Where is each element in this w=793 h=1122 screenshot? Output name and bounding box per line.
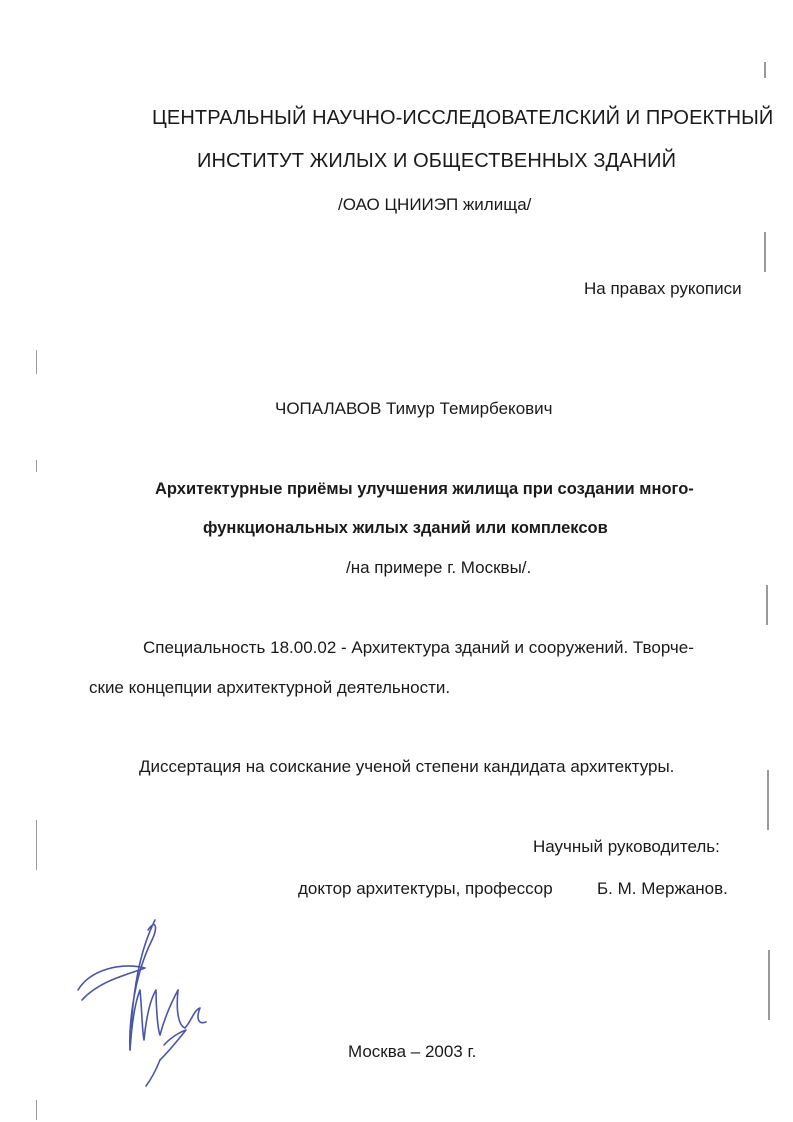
scan-edge-mark	[36, 1100, 37, 1120]
supervisor-label: Научный руководитель:	[533, 837, 720, 856]
supervisor-name: Б. М. Мержанов.	[597, 879, 728, 898]
thesis-title-line-2: функциональных жилых зданий или комплексов	[203, 519, 608, 537]
scan-edge-mark	[768, 950, 770, 1020]
dissertation-statement: Диссертация на соискание ученой степени кандидата архитектуры.	[139, 757, 675, 776]
scan-edge-mark	[767, 770, 769, 830]
city-year: Москва – 2003 г.	[348, 1042, 477, 1061]
specialty-line-2: ские концепции архитектурной деятельности.	[89, 678, 451, 697]
manuscript-note: На правах рукописи	[584, 279, 742, 298]
thesis-subtitle: /на примере г. Москвы/.	[346, 558, 532, 577]
thesis-title-line-1: Архитектурные приёмы улучшения жилища при создании много-	[155, 480, 694, 498]
author-name: ЧОПАЛАВОВ Тимур Темирбекович	[275, 399, 553, 418]
scan-edge-mark	[766, 585, 768, 625]
scan-edge-mark	[36, 350, 37, 374]
handwritten-signature	[60, 910, 230, 1095]
institute-abbreviation: /ОАО ЦНИИЭП жилища/	[338, 195, 532, 214]
scan-edge-mark	[764, 232, 766, 272]
institute-line-2: ИНСТИТУТ ЖИЛЫХ И ОБЩЕСТВЕННЫХ ЗДАНИЙ	[197, 150, 677, 172]
scan-edge-mark	[36, 460, 37, 472]
scan-edge-mark	[764, 62, 766, 78]
institute-line-1: ЦЕНТРАЛЬНЫЙ НАУЧНО-ИССЛЕДОВАТЕЛСКИЙ И ПРОЕКТНЫЙ	[152, 107, 774, 129]
supervisor-title: доктор архитектуры, профессор	[298, 879, 553, 898]
scan-edge-mark	[36, 820, 37, 870]
specialty-line-1: Специальность 18.00.02 - Архитектура зданий и сооружений. Творче-	[143, 638, 694, 657]
